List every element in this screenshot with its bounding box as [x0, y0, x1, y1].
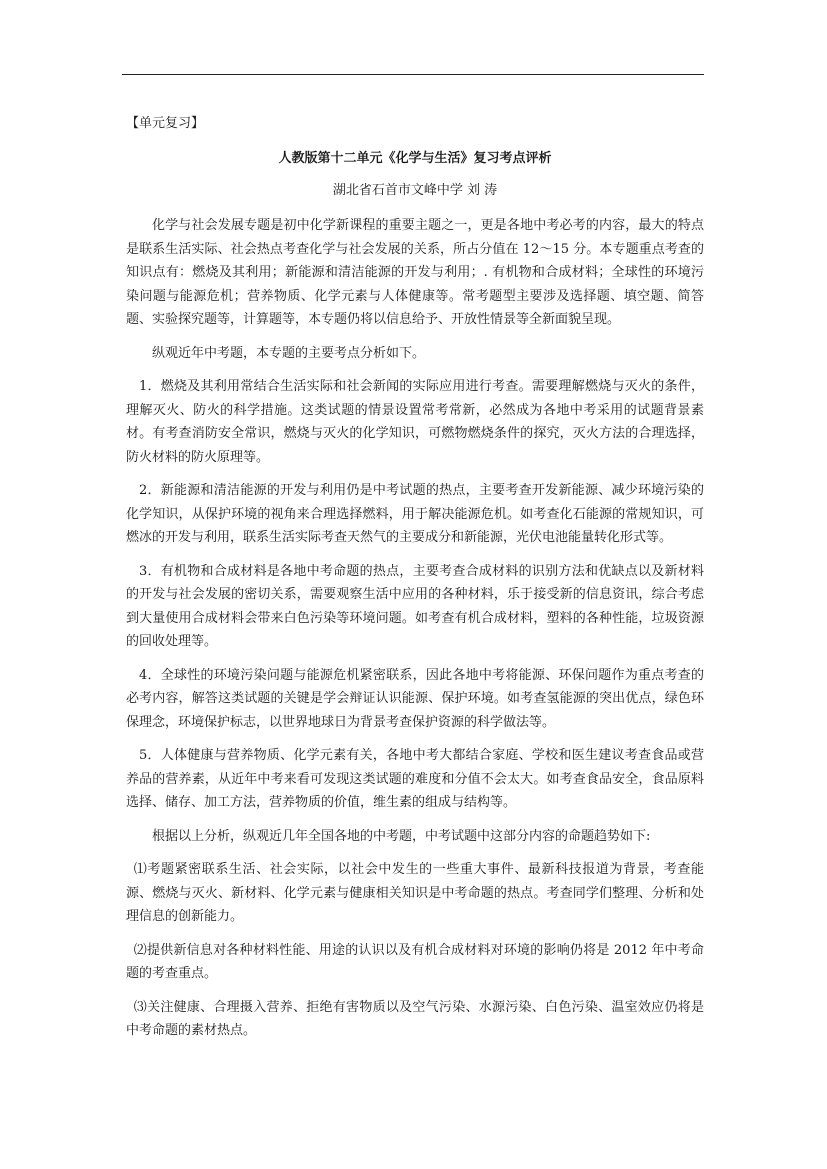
- author-line: 湖北省石首市文峰中学 刘 涛: [332, 183, 498, 198]
- intro-paragraph: 化学与社会发展专题是初中化学新课程的重要主题之一，更是各地中考必考的内容，最大的特点是联系生活实际、社会热点考查化学与社会发展的关系，所占分值在 12～15 分。本专题重点考查的知识点有：燃烧及其利用；新能源和清洁能源的开发与利用；. 有机物和合成材料；全球性的环境污染问题与能源危机；营养物质、化学元素与人体健康等。常考题型主要涉及选择题、填空题、简答题、实验探究题等，计算题等，本专题仍将以信息给予、开放性情景等全新面貌呈现。: [126, 218, 704, 327]
- point-paragraph-1: 1．燃烧及其利用常结合生活实际和社会新闻的实际应用进行考查。需要理解燃烧与灭火的条件，理解灭火、防火的科学措施。这类试题的情景设置常考常新，必然成为各地中考采用的试题背景素材。有考查消防安全常识，燃烧与灭火的化学知识，可燃物燃烧条件的探究，灭火方法的合理选择，防火材料的防火原理等。: [126, 379, 704, 465]
- document-body: [126, 112, 704, 1043]
- header-rule: [122, 74, 704, 75]
- trend-paragraph-1: ⑴考题紧密联系生活、社会实际，以社会中发生的一些重大事件、最新科技报道为背景，考查能源、燃烧与灭火、新材料、化学元素与健康相关知识是中考命题的热点。考查同学们整理、分析和处理信息的创新能力。: [126, 862, 704, 924]
- trend-paragraph-2: ⑵提供新信息对各种材料性能、用途的认识以及有机合成材料对环境的影响仍将是 2012 年中考命题的考查重点。: [126, 942, 704, 981]
- point-paragraph-2: 2．新能源和清洁能源的开发与利用仍是中考试题的热点，主要考查开发新能源、减少环境污染的化学知识，从保护环境的视角来合理选择燃料，用于解决能源危机。如考查化石能源的常规知识，可燃冰的开发与利用，联系生活实际考查天然气的主要成分和新能源，光伏电池能量转化形式等。: [126, 483, 704, 545]
- article-title: 人教版第十二单元《化学与生活》复习考点评析: [278, 151, 552, 166]
- point-paragraph-4: 4．全球性的环境污染问题与能源危机紧密联系，因此各地中考将能源、环保问题作为重点考查的必考内容，解答这类试题的关键是学会辩证认识能源、保护环境。如考查氢能源的突出优点，绿色环保理念，环境保护标志，以世界地球日为背景考查保护资源的科学做法等。: [126, 667, 704, 730]
- trend-paragraph-3: ⑶关注健康、合理摄入营养、拒绝有害物质以及空气污染、水源污染、白色污染、温室效应仍将是中考命题的素材热点。: [126, 999, 704, 1038]
- trend-intro-paragraph: 根据以上分析，纵观近几年全国各地的中考题，中考试题中这部分内容的命题趋势如下:: [152, 828, 651, 844]
- section-tag: 【单元复习】: [126, 116, 205, 131]
- point-paragraph-3: 3．有机物和合成材料是各地中考命题的热点，主要考查合成材料的识别方法和优缺点以及新材料的开发与社会发展的密切关系，需要观察生活中应用的各种材料，乐于接受新的信息资讯，综合考虑到大量使用合成材料会带来白色污染等环境问题。如考查有机合成材料，塑料的各种性能，垃圾资源的回收处理等。: [126, 563, 704, 649]
- overview-paragraph: 纵观近年中考题，本专题的主要考点分析如下。: [152, 345, 426, 361]
- point-paragraph-5: 5．人体健康与营养物质、化学元素有关，各地中考大都结合家庭、学校和医生建议考查食品或营养品的营养素，从近年中考来看可发现这类试题的难度和分值不会太大。如考查食品安全，食品原料选择、储存、加工方法，营养物质的价值，维生素的组成与结构等。: [126, 748, 704, 810]
